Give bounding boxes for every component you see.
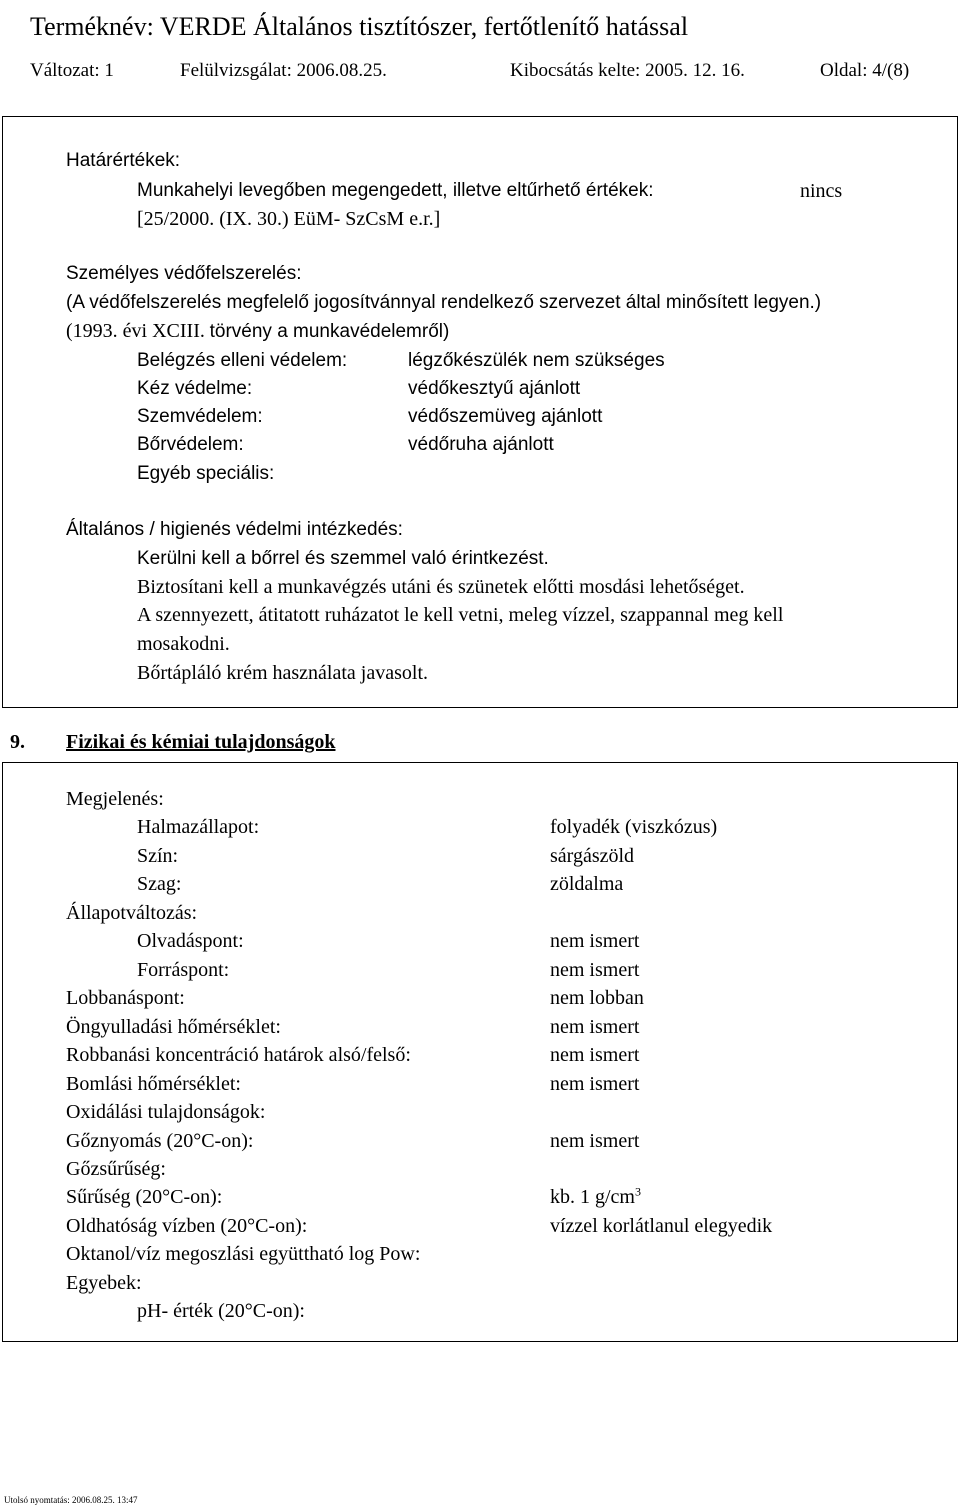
prop-label-phase-change: Állapotváltozás: <box>66 902 198 924</box>
hygiene-line5: Bőrtápláló krém használata javasolt. <box>137 662 429 684</box>
prop-label-solubility: Oldhatóság vízben (20°C-on): <box>66 1215 308 1237</box>
prop-label-density: Sűrűség (20°C-on): <box>66 1186 223 1208</box>
prop-label-vapor-density: Gőzsűrűség: <box>66 1158 166 1180</box>
ppe-label-skin: Bőrvédelem: <box>137 434 244 455</box>
ppe-label-hand: Kéz védelme: <box>137 378 253 399</box>
prop-label-explosion: Robbanási koncentráció határok alsó/felső: <box>66 1044 411 1066</box>
density-value: kb. 1 g/cm <box>550 1186 635 1208</box>
hygiene-line4: mosakodni. <box>137 633 230 655</box>
ppe-note2 <box>66 320 449 343</box>
prop-value-odor: zöldalma <box>550 873 624 895</box>
hygiene-line3: A szennyezett, átitatott ruházatot le kell vetni, meleg vízzel, szappannal meg kell <box>137 604 784 626</box>
prop-label-state: Halmazállapot: <box>137 816 260 838</box>
title-prefix: Terméknév: <box>30 12 154 41</box>
prop-label-decomposition: Bomlási hőmérséklet: <box>66 1073 241 1095</box>
issue-date: Kibocsátás kelte: 2005. 12. 16. <box>510 60 745 81</box>
ppe-label-other: Egyéb speciális: <box>137 463 275 484</box>
prop-value-vapor-pressure: nem ismert <box>550 1130 640 1152</box>
prop-label-melting: Olvadáspont: <box>137 930 244 952</box>
last-printed: Utolsó nyomtatás: 2006.08.25. 13:47 <box>4 1495 138 1505</box>
revision-date: Felülvizsgálat: 2006.08.25. <box>180 60 387 81</box>
ppe-value-hand: védőkesztyű ajánlott <box>408 378 581 399</box>
prop-value-state: folyadék (viszkózus) <box>550 816 718 838</box>
document-title <box>30 12 688 42</box>
hygiene-line2: Biztosítani kell a munkavégzés utáni és szünetek előtti mosdási lehetőséget. <box>137 576 745 598</box>
prop-value-color: sárgászöld <box>550 845 635 867</box>
prop-label-color: Szín: <box>137 845 179 867</box>
prop-value-boiling: nem ismert <box>550 959 640 981</box>
ppe-note2-serif: (1993. évi XCIII. <box>66 320 205 342</box>
version: Változat: 1 <box>30 60 114 81</box>
ppe-value-respiratory: légzőkészülék nem szükséges <box>408 350 665 371</box>
ppe-note2-sans: törvény a munkavédelemről) <box>209 321 450 342</box>
ppe-label-eye: Szemvédelem: <box>137 406 263 427</box>
ppe-note1: (A védőfelszerelés megfelelő jogosítvánnyal rendelkező szervezet által minősített legyen.) <box>66 292 822 313</box>
limits-value: nincs <box>800 180 843 202</box>
prop-value-density <box>550 1186 641 1209</box>
ppe-value-skin: védőruha ajánlott <box>408 434 554 455</box>
density-unit-exponent: 3 <box>635 1184 641 1199</box>
prop-value-melting: nem ismert <box>550 930 640 952</box>
prop-label-other: Egyebek: <box>66 1272 142 1294</box>
limits-heading: Határértékek: <box>66 150 181 171</box>
prop-value-explosion: nem ismert <box>550 1044 640 1066</box>
prop-label-autoignition: Öngyulladási hőmérséklet: <box>66 1016 281 1038</box>
product-name: VERDE Általános tisztítószer, fertőtlenítő hatással <box>159 12 689 41</box>
prop-label-vapor-pressure: Gőznyomás (20°C-on): <box>66 1130 254 1152</box>
prop-label-ph: pH- érték (20°C-on): <box>137 1300 305 1322</box>
prop-label-partition: Oktanol/víz megoszlási együttható log Pow: <box>66 1243 421 1265</box>
hygiene-heading: Általános / higienés védelmi intézkedés: <box>66 519 403 540</box>
hygiene-line1: Kerülni kell a bőrrel és szemmel való érintkezést. <box>137 548 549 569</box>
prop-label-oxidizing: Oxidálási tulajdonságok: <box>66 1101 266 1123</box>
section9-number: 9. <box>10 731 25 753</box>
ppe-heading: Személyes védőfelszerelés: <box>66 263 302 284</box>
prop-label-odor: Szag: <box>137 873 182 895</box>
prop-value-flash: nem lobban <box>550 987 644 1009</box>
prop-value-autoignition: nem ismert <box>550 1016 640 1038</box>
page-number: Oldal: 4/(8) <box>820 60 910 81</box>
limits-line1: Munkahelyi levegőben megengedett, illetve eltűrhető értékek: <box>137 180 654 201</box>
prop-value-decomposition: nem ismert <box>550 1073 640 1095</box>
ppe-label-respiratory: Belégzés elleni védelem: <box>137 350 348 371</box>
prop-value-solubility: vízzel korlátlanul elegyedik <box>550 1215 773 1237</box>
section9-title: Fizikai és kémiai tulajdonságok <box>66 731 336 753</box>
appearance-heading: Megjelenés: <box>66 788 164 810</box>
ppe-value-eye: védőszemüveg ajánlott <box>408 406 603 427</box>
prop-label-flash: Lobbanáspont: <box>66 987 185 1009</box>
limits-line2: [25/2000. (IX. 30.) EüM- SzCsM e.r.] <box>137 208 441 230</box>
prop-label-boiling: Forráspont: <box>137 959 230 981</box>
